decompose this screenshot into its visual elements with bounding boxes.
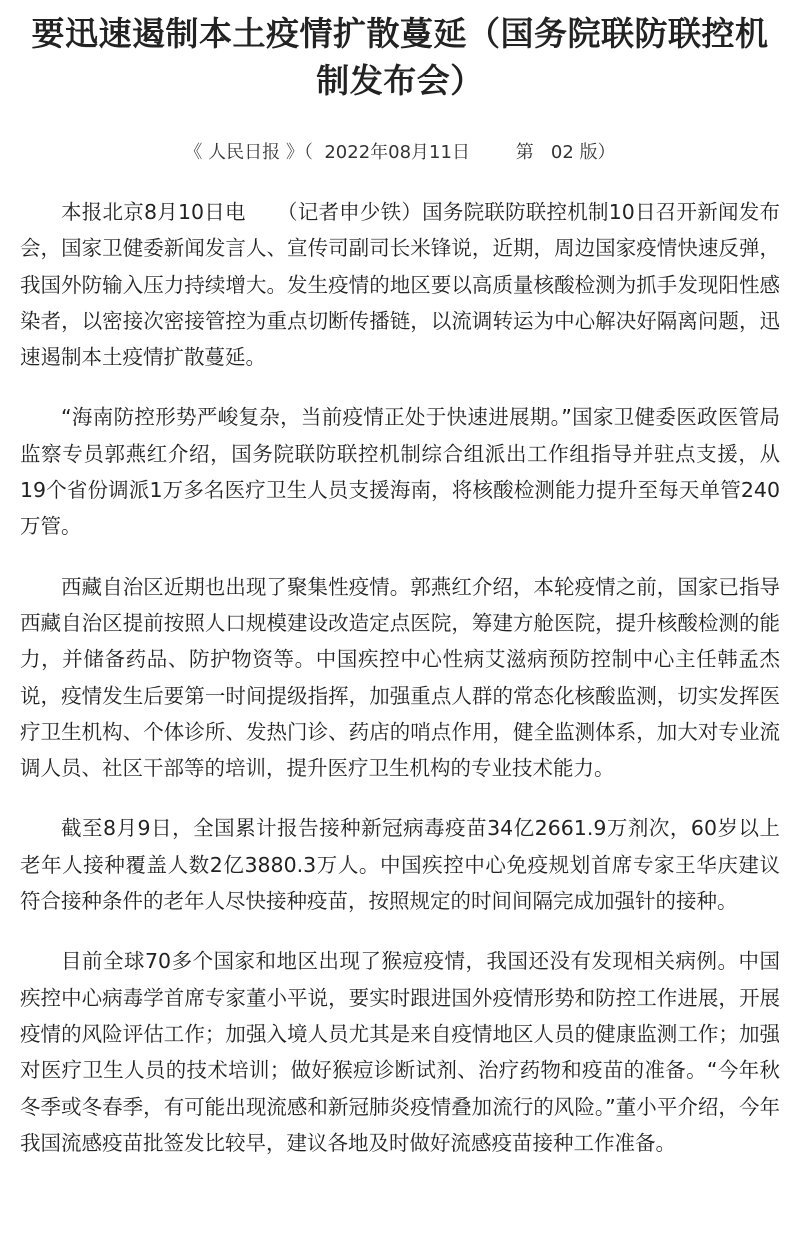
source-close-bracket: 》	[285, 142, 304, 163]
edition-prefix: 第	[515, 142, 534, 163]
paragraph: 本报北京8月10日电 （记者申少铁）国务院联防联控机制10日召开新闻发布会，国家卫健委新闻发言人、宣传司副司长米锋说，近期，周边国家疫情快速反弹，我国外防输入压力持续增大。发生疫情的地区要以高质量核酸检测为抓手发现阳性感染者，以密接次密接管控为重点切断传播链，以流调转运为中心解决好隔离问题，迅速遏制本土疫情扩散蔓延。	[20, 200, 780, 370]
paragraph: 西藏自治区近期也出现了聚集性疫情。郭燕红介绍，本轮疫情之前，国家已指导西藏自治区提前按照人口规模建设改造定点医院，筹建方舱医院，提升核酸检测的能力，并储备药品、防护物资等。中国疾控中心性病艾滋病预防控制中心主任韩孟杰说，疫情发生后要第一时间提级指挥，加强重点人群的常态化核酸监测，切实发挥医疗卫生机构、个体诊所、发热门诊、药店的哨点作用，健全监测体系，加大对专业流调人员、社区干部等的培训，提升医疗卫生机构的专业技术能力。	[20, 574, 780, 781]
publish-date: 2022年08月11日	[324, 142, 470, 163]
source-name: 人民日报	[208, 142, 281, 163]
paragraph: 截至8月9日，全国累计报告接种新冠病毒疫苗34亿2661.9万剂次，60岁以上老年人接种覆盖人数2亿3880.3万人。中国疾控中心免疫规划首席专家王华庆建议符合接种条件的老年人尽快接种疫苗，按照规定的时间间隔完成加强针的接种。	[20, 816, 780, 914]
paragraph: 目前全球70多个国家和地区出现了猴痘疫情，我国还没有发现相关病例。中国疾控中心病毒学首席专家董小平说，要实时跟进国外疫情形势和防控工作进展，开展疫情的风险评估工作；加强入境人员尤其是来自疫情地区人员的健康监测工作；加强对医疗卫生人员的技术培训；做好猴痘诊断试剂、治疗药物和疫苗的准备。“今年秋冬季或冬春季，有可能出现流感和新冠肺炎疫情叠加流行的风险。”董小平介绍，今年我国流感疫苗批签发比较早，建议各地及时做好流感疫苗接种工作准备。	[20, 949, 780, 1155]
article-title: 要迅速遏制本土疫情扩散蔓延（国务院联防联控机制发布会）	[31, 14, 769, 100]
paragraph: “海南防控形势严峻复杂，当前疫情正处于快速进展期。”国家卫健委医政医管局监察专员郭燕红介绍，国务院联防联控机制综合组派出工作组指导并驻点支援，从19个省份调派1万多名医疗卫生人员支援海南，将核酸检测能力提升至每天单管240万管。	[20, 405, 780, 539]
edition-suffix: 版）	[579, 142, 616, 163]
edition-number: 02	[550, 142, 574, 163]
meta-paren-open: （	[303, 142, 313, 163]
article-meta	[20, 140, 780, 166]
article-body	[20, 194, 780, 1161]
source-open-bracket: 《	[184, 142, 203, 163]
